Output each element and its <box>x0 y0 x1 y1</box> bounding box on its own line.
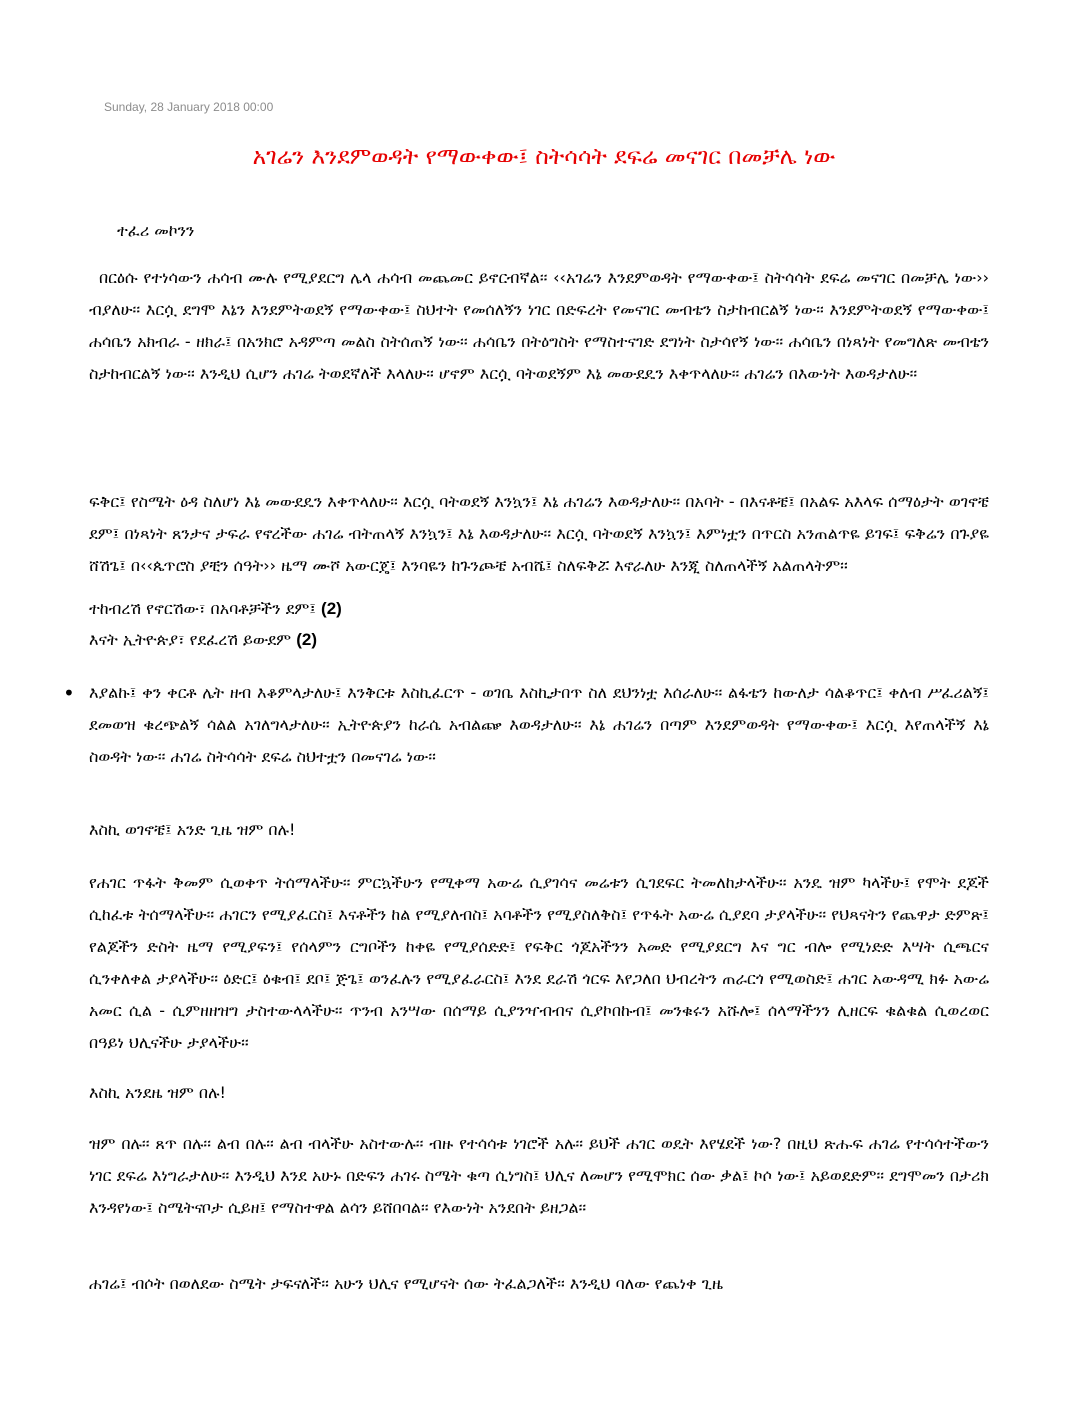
body-paragraph-4: ዝም በሉ፡፡ ጸጥ በሉ፡፡ ልብ በሉ፡፡ ልብ ብላችሁ አስተውሉ፡፡ ብዙ የተሳሳቱ ነገሮች አሉ፡፡ ይህች ሐገር ወዴት እየሄደች ነው? በዚህ ጽሑፍ ሐገሬ የተሳሳተችውን ነገር ደፍሬ እነግራታለሁ፡፡ እንዲህ እንደ አሁኑ በድፍን ሐገሩ ስሜት ቁጣ ሲነግስ፤ ህሊና ለመሆን የሚሞክር ሰው ቃል፤ ኮሶ ነው፤ አይወደድም፡፡ ደግሞመን በታሪክ እንዳየነው፤ ስሜትናቦታ ሲይዘ፤ የማስተዋል ልሳን ይሸበባል፡፡ የእውነት አንደበት ይዘጋል፡፡ <box>89 1134 989 1217</box>
article-date: Sunday, 28 January 2018 00:00 <box>104 100 274 114</box>
body-paragraph-3: የሐገር ጥፋት ቅመም ሲወቀጥ ትሰማላችሁ፡፡ ምርኳችሁን የሚቀማ አውሬ ሲያገሳና መሬቱን ሲገደፍር ትመለከታላችሁ፡፡ አንዴ ዝም ካላችሁ፤ የሞት ደጆች ሲከፈቱ ትሰማላችሁ፡፡ ሐገርን የሚያፈርስ፤ እናቶችን ከል የሚያለብስ፤ አባቶችን የሚያስለቅስ፤ የጥፋት አውሬ ሲያደባ ታያላችሁ፡፡ የህጻናትን የጨዋታ ድምጽ፤ የልጆችን ድስት ዜማ የሚያፍን፤ የሰላምን ርግቦችን ከቀዬ የሚያሰድድ፤ የፍቅር ጎጆአችንን አመድ የሚያደርግ እና ግር ብሎ የሚነድድ እሣት ሲጫርና ሲንቀለቀል ታያላችሁ፡፡ ዕድር፤ ዕቁብ፤ ደቦ፤ ጅጌ፤ ወንፈሉን የሚያፈራርስ፤ እንደ ደራሽ ጎርፍ እየጋለበ ህብረትን ጠራርጎ የሚወስድ፤ ሐገር አውዳሚ ክፉ አውሬ አመር ሲል - ሲምዘዘዝግ ታስተውላላችሁ፡፡ ጥንብ አንሣው በሰማይ ሲያንዣብብና ሲያኮበኩብ፤ መንቁሩን አሹሎ፤ ሰላማችንን ሊዘርፍ ቁልቁል ሲወረወር በዓይነ ህሊናችሁ ታያላችሁ፡፡ <box>89 873 989 1052</box>
bullet-text: እያልኩ፤ ቀን ቀርቶ ሌት ዘብ እቆምላታለሁ፤ እንቅርቱ እስኪፈርጥ - ወገቤ እስኪታበጥ ስለ ደህንነቷ እሰራለሁ፡፡ ልፋቴን ከውለታ ሳልቆጥር፤ ቀለብ ሥፈሪልኝ፤ ደመወዝ ቁረጭልኝ ሳልል አገለግላታለሁ፡፡ ኢትዮጵያን ከራሴ አብልጬ እወዳታለሁ፡፡ እኔ ሐገሬን በጣም እንደምወዳት የማውቀው፤ እርሷ እየጠላችኝ እኔ ስወዳት ነው፡፡ ሐገሬ ስትሳሳት ደፍሬ ስህተቷን በመናገሬ ነው፡፡ <box>89 683 989 766</box>
song-line-text: እናት ኢትዮጵያ፣ የደፈረሽ ይውደም <box>89 630 297 649</box>
body-paragraph-2: ፍቅር፤ የስሜት ዕዳ ስለሆነ እኔ መውደዴን እቀጥላለሁ፡፡ እርሷ ባትወደኝ እንኳን፤ እኔ ሐገሬን እወዳታለሁ፡፡ በአባት - በእናቶቼ፤ በአልፍ አእላፍ ሰማዕታት ወገኖቼ ደም፤ በነጻነት ጸንታና ታፍራ የኖረችው ሐገሬ ብትጠላኝ እንኳን፤ እኔ እወዳታለሁ፡፡ እርሷ ባትወደኝ እንኳን፤ እምነቷን በጥርስ አንጠልጥዬ ይገፍ፤ ፍቅሬን በጉያዬ ሸሽጌ፤ በ‹‹ጴጥሮስ ያቺን ሰዓት›› ዜማ ሙሾ አውርጄ፤ እንባዬን ከጉንጮቼ አብሼ፤ ስለፍቅሯ እኖራለሁ እንጂ ስለጠላችኝ አልጠላትም፡፡ <box>89 492 989 575</box>
body-paragraph-1: በርዕሱ የተነሳውን ሐሳብ ሙሉ የሚያደርግ ሌላ ሐሳብ መጨመር ይኖርብኛል፡፡ ‹‹አገሬን እንደምወዳት የማውቀው፤ ስትሳሳት ደፍሬ መናገር በመቻሌ ነው›› ብያለሁ፡፡ እርሷ ደግሞ እኔን እንደምትወደኝ የማውቀው፤ ስህተት የመሰለኝን ነገር በድፍረት የመናገር መብቴን ስታከብርልኝ ነው፡፡ እንደምትወደኝ የማውቀው፤ ሐሳቤን አክብራ - ዘክራ፤ በአንክሮ አዳምጣ መልስ ስትሰጠኝ ነው፡፡ ሐሳቤን በትዕግስት የማስተናገድ ደግነት ስታሳየኝ ነው፡፡ ሐሳቤን በነጻነት የመግለጽ መብቴን ስታከብርልኝ ነው፡፡ እንዲህ ሲሆን ሐገሬ ትወደኛለች እላለሁ፡፡ ሆኖም እርሷ ባትወደኝም እኔ መውደዴን እቀጥላለሁ፡፡ ሐገሬን በእውነት እወዳታለሁ፡፡ <box>89 268 989 383</box>
bullet-icon: • <box>63 681 75 705</box>
article-title: አገሬን እንደምወዳት የማውቀው፤ ስትሳሳት ደፍሬ መናገር በመቻሌ ነው <box>252 144 836 170</box>
song-repeat-count: (2) <box>321 599 342 618</box>
song-repeat-count: (2) <box>296 630 317 649</box>
bullet-list-item <box>63 677 989 773</box>
song-line-1 <box>89 593 342 624</box>
body-paragraph-5: ሐገሬ፤ ብሶት በወለደው ስሜት ታፍናለች፡፡ አሁን ህሊና የሚሆናት ሰው ትፈልጋለች፡፡ እንዲህ ባለው የጨነቀ ጊዜ <box>89 1274 723 1293</box>
call-to-silence-2: እስኪ አንደዜ ዝም በሉ! <box>89 1083 226 1102</box>
song-lyrics <box>89 593 342 655</box>
song-line-text: ተከብረሽ የኖርሽው፣ በአባቶቻችን ደም፤ <box>89 599 322 618</box>
call-to-silence-1: እስኪ ወገኖቼ፤ አንድ ጊዜ ዝም በሉ! <box>89 820 296 839</box>
song-line-2 <box>89 624 342 655</box>
article-author: ተፈሪ መኮንን <box>117 221 195 240</box>
